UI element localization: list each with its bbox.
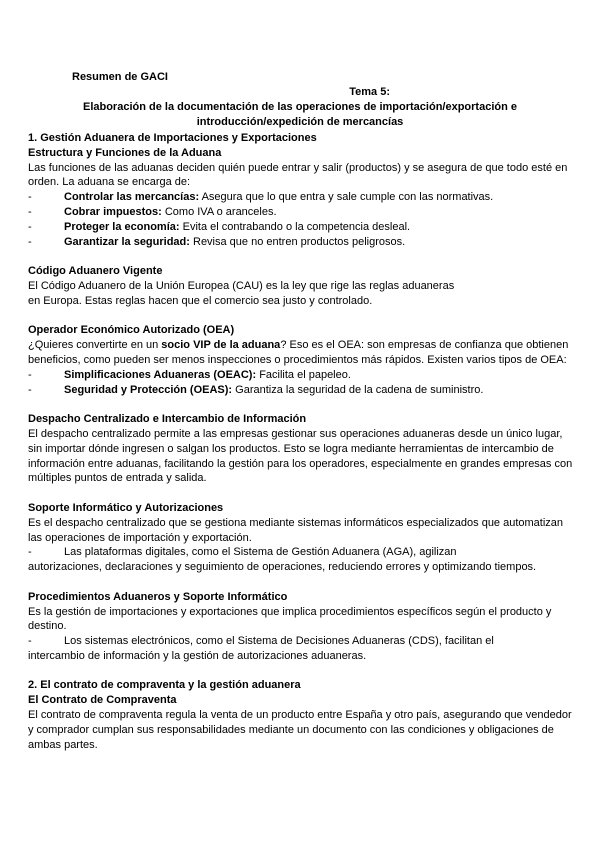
list-item (28, 368, 573, 383)
paragraph (28, 338, 573, 368)
bullet-dash: - (28, 235, 32, 248)
list-item-term: Seguridad y Protección (OEAS): (64, 383, 233, 396)
paragraph-line: El Código Aduanero de la Unión Europea (CAU) es la ley que rige las reglas aduaneras (28, 279, 455, 292)
list-item-text: Las plataformas digitales, como el Sistema de Gestión Aduanera (AGA), agilizan (64, 546, 457, 559)
topic-title-line-2: introducción/expedición de mercancías (196, 115, 404, 128)
list-item (28, 545, 573, 560)
bullet-dash: - (28, 635, 32, 648)
list-item (28, 190, 573, 205)
bullet-dash: - (28, 191, 32, 204)
list-item (28, 235, 573, 250)
subsection-estructura-heading: Estructura y Funciones de la Aduana (28, 146, 222, 159)
subsection-contrato-heading: El Contrato de Compraventa (28, 694, 177, 707)
spacer (28, 575, 573, 590)
paragraph-emphasis: socio VIP de la aduana (161, 339, 281, 352)
spacer (28, 486, 573, 501)
paragraph-line: en Europa. Estas reglas hacen que el comercio sea justo y controlado. (28, 294, 373, 307)
paragraph: Es la gestión de importaciones y exportaciones que implica procedimientos específicos según el producto y destino. (28, 605, 552, 633)
paragraph: Es el despacho centralizado que se gestiona mediante sistemas informáticos especializados que automatizan las operaciones de importación y exportación. (28, 516, 564, 544)
section-2-heading: 2. El contrato de compraventa y la gestión aduanera (28, 679, 301, 692)
list-item-continuation: intercambio de información y la gestión de autorizaciones aduaneras. (28, 649, 367, 662)
document-title: Resumen de GACI (72, 71, 168, 83)
list-item-text: Los sistemas electrónicos, como el Sistema de Decisiones Aduaneras (CDS), facilitan el (64, 635, 494, 648)
subsection-oea-heading: Operador Económico Autorizado (OEA) (28, 324, 235, 337)
list-item-term: Simplificaciones Aduaneras (OEAC): (64, 368, 257, 381)
section-1-heading: 1. Gestión Aduanera de Importaciones y Exportaciones (28, 132, 317, 144)
topic-number: Tema 5: (349, 86, 390, 98)
spacer (28, 664, 573, 679)
subsection-soporte-heading: Soporte Informático y Autorizaciones (28, 501, 224, 514)
paragraph-text: ¿Quieres convertirte en un (28, 339, 162, 352)
list-item-text: Facilita el papeleo. (256, 368, 351, 381)
list-item-text: Como IVA o aranceles. (161, 205, 277, 218)
list-item-term: Garantizar la seguridad: (64, 235, 190, 248)
list-item-term: Cobrar impuestos: (64, 205, 162, 218)
list-item-continuation: autorizaciones, declaraciones y seguimiento de operaciones, reduciendo errores y optimizando tiempos. (28, 561, 537, 574)
subsection-procedimientos-heading: Procedimientos Aduaneros y Soporte Informático (28, 590, 288, 603)
list-item (28, 634, 573, 649)
bullet-dash: - (28, 383, 32, 396)
spacer (28, 249, 573, 264)
topic-title-line-1: Elaboración de la documentación de las operaciones de importación/exportación e (82, 100, 517, 113)
subsection-codigo-heading: Código Aduanero Vigente (28, 265, 163, 278)
bullet-dash: - (28, 368, 32, 381)
list-item-text: Asegura que lo que entra y sale cumple con las normativas. (199, 191, 494, 204)
list-item-term: Proteger la economía: (64, 220, 180, 233)
list-item (28, 383, 573, 398)
paragraph: El contrato de compraventa regula la venta de un producto entre España y otro país, asegurando que vendedor y comprador cumplan sus responsabilidades mediante un documento con las condiciones y obligaciones de ambas partes. (28, 709, 572, 751)
spacer (28, 309, 573, 324)
list-item-text: Evita el contrabando o la competencia desleal. (179, 220, 411, 233)
paragraph-text: ? Eso es el OEA: son empresas de confianza que obtienen beneficios, como pueden ser menos inspecciones o procedimientos más rápidos. Existen varios tipos de OEA: (28, 339, 569, 366)
list-item (28, 205, 573, 220)
topic-header (28, 85, 572, 129)
document-body (28, 131, 573, 752)
list-item-term: Controlar las mercancías: (64, 191, 200, 204)
paragraph: Las funciones de las aduanas deciden quién puede entrar y salir (productos) y se asegura de que todo esté en orden. La aduana se encarga de: (28, 161, 568, 189)
list-item (28, 220, 573, 235)
bullet-dash: - (28, 546, 32, 559)
bullet-dash: - (28, 205, 32, 218)
subsection-despacho-heading: Despacho Centralizado e Intercambio de Información (28, 413, 307, 426)
spacer (28, 397, 573, 412)
list-item-text: Garantiza la seguridad de la cadena de suministro. (232, 383, 484, 396)
list-item-text: Revisa que no entren productos peligrosos. (189, 235, 406, 248)
paragraph: El despacho centralizado permite a las empresas gestionar sus operaciones aduaneras desde un único lugar, sin importar dónde ingresen o salgan los productos. Esto se logra mediante herramientas de intercambio de información entre aduanas, facilitando la gestión para los operadores, especialmente en grandes empresas con múltiples puntos de entrada y salida. (28, 427, 573, 485)
bullet-dash: - (28, 220, 32, 233)
